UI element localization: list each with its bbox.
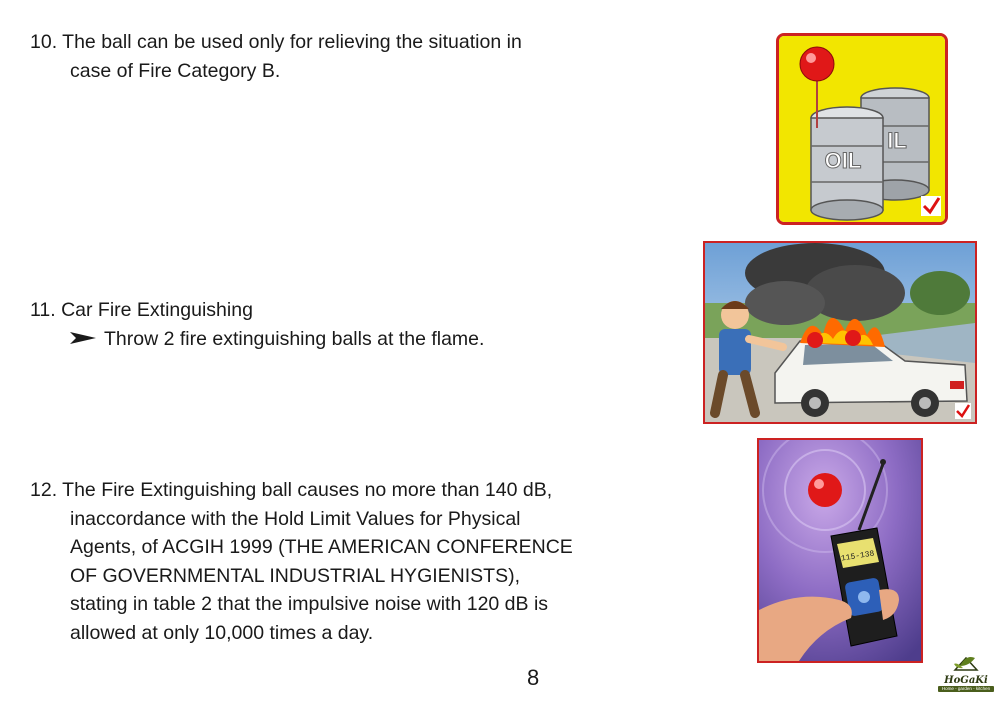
meter-display: 115-138 <box>840 549 876 564</box>
item-12-line: inaccordance with the Hold Limit Values for Physical <box>70 507 521 530</box>
item-11-text <box>30 296 484 353</box>
item-12-line: Agents, of ACGIH 1999 (THE AMERICAN CONFERENCE <box>70 536 573 558</box>
item-10-text <box>30 28 522 85</box>
item-12-line: allowed at only 10,000 times a day. <box>70 621 374 644</box>
hogaki-logo <box>938 654 994 696</box>
item-10-line: 10. The ball can be used only for relieving the situation in <box>30 31 522 53</box>
oil-label-back: IL <box>887 128 907 153</box>
logo-tagline: Home - garden - kitchen <box>938 686 994 692</box>
leaf-house-icon <box>951 659 981 676</box>
item-12-text <box>30 476 573 647</box>
arrowhead-bullet-icon <box>70 325 96 354</box>
item-11-bullet-text: Throw 2 fire extinguishing balls at the flame. <box>104 327 485 350</box>
item-12-line: OF GOVERNMENTAL INDUSTRIAL HYGIENISTS), <box>70 564 520 587</box>
logo-name: HoGaKi <box>944 675 988 686</box>
sound-meter-illustration <box>757 438 923 663</box>
item-10-line: case of Fire Category B. <box>70 59 281 82</box>
item-12-line: 12. The Fire Extinguishing ball causes no more than 140 dB, <box>30 479 553 501</box>
car-fire-illustration <box>703 241 977 424</box>
item-12-line: stating in table 2 that the impulsive noise with 120 dB is <box>70 593 549 615</box>
page-number: 8 <box>527 665 540 690</box>
item-11-title: 11. Car Fire Extinguishing <box>30 299 253 321</box>
oil-label-front: OIL <box>824 148 862 173</box>
item-11-bullet <box>30 325 484 354</box>
oil-barrels-illustration <box>776 33 948 225</box>
